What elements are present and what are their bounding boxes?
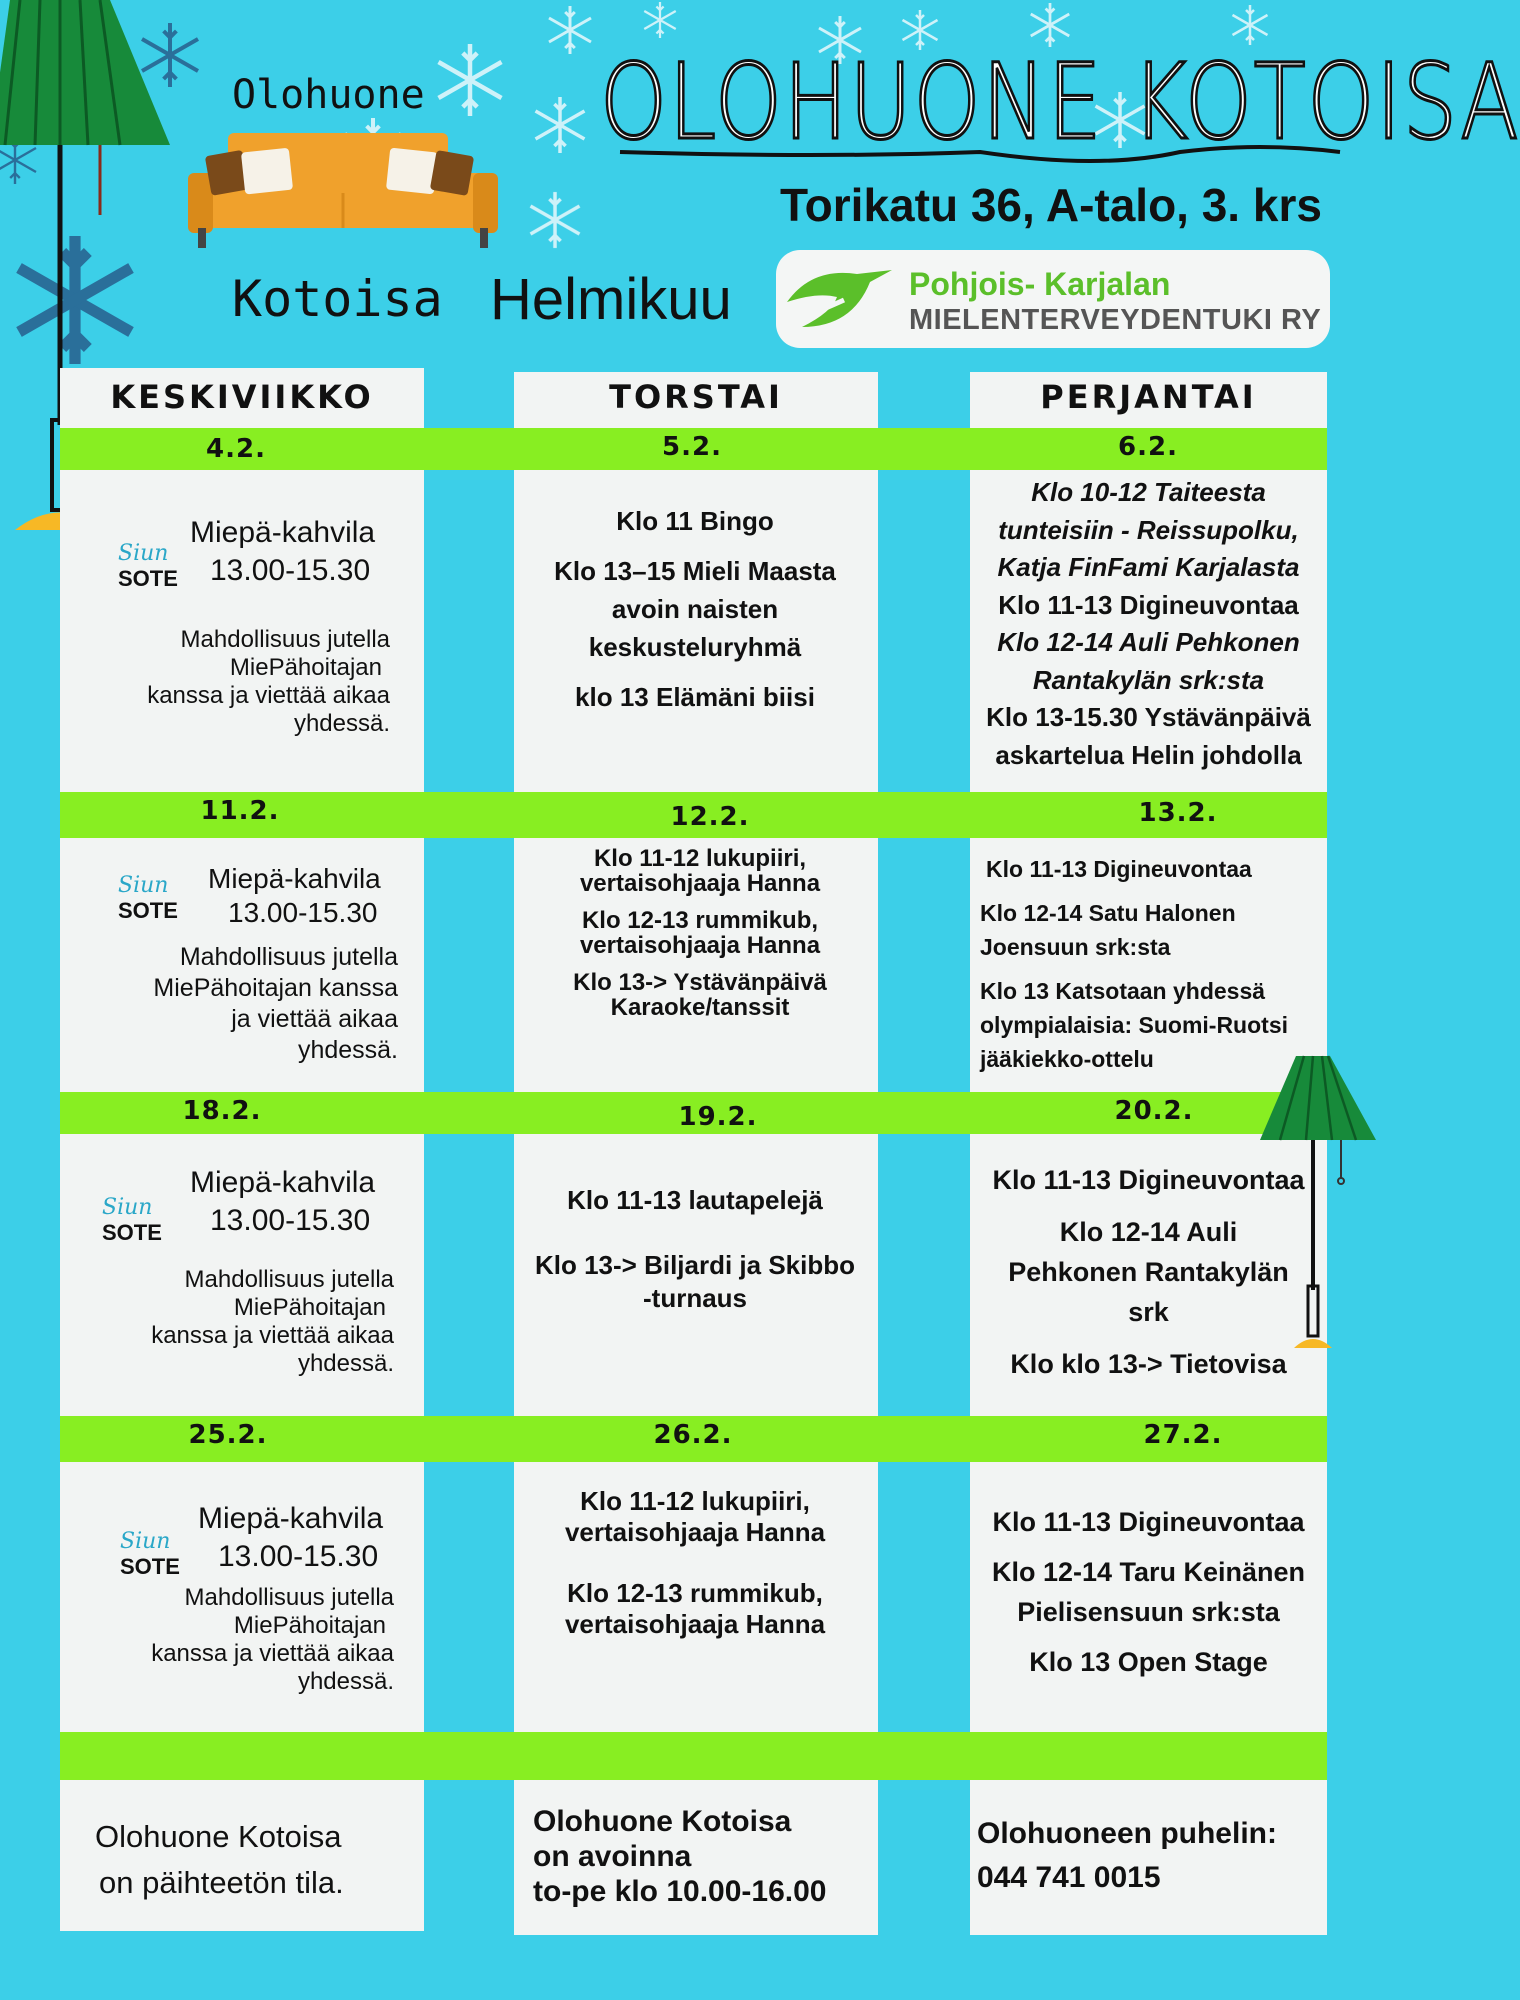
event-item: Klo 12-14 Auli Pehkonen Rantakylän srk:sta <box>997 627 1300 695</box>
miepa-cafe-block <box>208 862 418 930</box>
event-item: Klo 11-13 lautapelejä <box>567 1185 823 1215</box>
day-header-thursday: TORSTAI <box>609 378 783 416</box>
event-item: Klo 12-14 Taru Keinänen Pielisensuun srk:sta <box>991 1557 1306 1627</box>
snowflake-icon <box>439 44 502 116</box>
snowflake-icon <box>536 97 585 153</box>
event-item: Klo 11-13 Digineuvontaa <box>992 1165 1305 1195</box>
snowflake-icon <box>1233 5 1268 45</box>
friday-events <box>975 474 1322 774</box>
miepa-cafe-time: 13.00-15.30 <box>218 1540 379 1573</box>
page-title: OLOHUONE KOTOISA <box>600 41 1520 163</box>
miepa-cafe-block <box>190 514 400 590</box>
date-label: 13.2. <box>1138 798 1218 828</box>
thursday-events <box>560 1486 830 1640</box>
sote-logo: Siun SOTE <box>118 541 178 591</box>
date-label: 6.2. <box>1118 432 1178 462</box>
event-item: Klo 13–15 Mieli Maasta avoin naisten keskusteluryhmä <box>554 556 836 662</box>
day-header-friday: PERJANTAI <box>1040 378 1257 416</box>
floor-lamp-icon <box>1258 1054 1379 1354</box>
day-header-wednesday: KESKIVIIKKO <box>110 378 374 416</box>
thursday-events <box>530 502 860 716</box>
footer-phone: Olohuoneen puhelin: 044 741 0015 <box>977 1817 1277 1894</box>
miepa-cafe-time: 13.00-15.30 <box>228 897 378 928</box>
bird-logo-icon <box>782 262 902 337</box>
footer-opening-hours: Olohuone Kotoisa on avoinna to-pe klo 10.00-16.00 <box>533 1805 827 1908</box>
miepa-cafe-block <box>190 1164 400 1240</box>
title-underline <box>620 140 1340 180</box>
miepa-cafe-desc: Mahdollisuus jutella MiePähoitajan kanssa ja viettää aikaa yhdessä. <box>151 1266 394 1377</box>
date-label: 19.2. <box>678 1102 758 1132</box>
logo-top-text: Olohuone <box>232 72 425 118</box>
snowflake-icon <box>549 6 591 54</box>
friday-events <box>980 852 1320 1076</box>
event-item: Klo 10-12 Taiteesta tunteisiin - Reissupolku, Katja FinFami Karjalasta <box>997 477 1300 582</box>
snowflake-icon <box>531 192 580 248</box>
miepa-cafe-time: 13.00-15.30 <box>210 1204 371 1237</box>
footer-band <box>60 1732 1327 1780</box>
sote-logo: Siun SOTE <box>102 1195 162 1245</box>
event-item: Klo 11-13 Digineuvontaa <box>986 856 1252 882</box>
footer-substance-free: Olohuone Kotoisa on päihteetön tila. <box>95 1819 344 1900</box>
date-label: 18.2. <box>182 1096 262 1126</box>
miepa-cafe-desc: Mahdollisuus jutella MiePähoitajan kanssa ja viettää aikaa yhdessä. <box>147 626 390 737</box>
miepa-cafe-desc: Mahdollisuus jutella MiePähoitajan kanssa ja viettää aikaa yhdessä. <box>151 1584 394 1695</box>
month-title: Helmikuu <box>490 267 732 332</box>
thursday-events <box>550 846 850 1020</box>
org-name-line1: Pohjois- Karjalan <box>909 266 1171 302</box>
friday-events <box>975 1502 1322 1682</box>
sote-logo: Siun SOTE <box>120 1529 180 1579</box>
address: Torikatu 36, A-talo, 3. krs <box>780 179 1322 231</box>
date-label: 20.2. <box>1114 1096 1194 1126</box>
sote-logo: Siun SOTE <box>118 873 178 923</box>
miepa-cafe-title: Miepä-kahvila <box>190 1166 376 1199</box>
event-item: klo 13 Elämäni biisi <box>575 682 815 712</box>
event-item: Klo 11-12 lukupiiri, vertaisohjaaja Hanna <box>579 845 821 897</box>
column-wednesday <box>60 368 424 1931</box>
date-label: 26.2. <box>653 1420 733 1450</box>
date-label: 11.2. <box>200 796 280 826</box>
date-label: 12.2. <box>670 802 750 832</box>
event-item: Klo klo 13-> Tietovisa <box>1010 1349 1287 1379</box>
event-item: Klo 13 Open Stage <box>1029 1647 1268 1677</box>
date-label: 25.2. <box>188 1420 268 1450</box>
miepa-cafe-desc: Mahdollisuus jutella MiePähoitajan kanssa ja viettää aikaa yhdessä. <box>153 943 398 1064</box>
event-item: Klo 11 Bingo <box>616 506 774 536</box>
event-item: Klo 13-> Ystävänpäivä Karaoke/tanssit <box>573 969 827 1021</box>
org-name-line2: MIELENTERVEYDENTUKI RY <box>909 304 1322 336</box>
sofa-icon <box>188 128 508 253</box>
date-label: 5.2. <box>662 432 722 462</box>
miepa-cafe-title: Miepä-kahvila <box>208 863 381 894</box>
miepa-cafe-time: 13.00-15.30 <box>210 554 371 587</box>
miepa-cafe-title: Miepä-kahvila <box>190 516 376 549</box>
event-item: Klo 12-14 Satu Halonen Joensuun srk:sta <box>980 900 1236 960</box>
event-item: Klo 12-14 Auli Pehkonen Rantakylän srk <box>1008 1217 1289 1327</box>
event-item: Klo 11-13 Digineuvontaa <box>998 589 1299 620</box>
event-item: Klo 13 Katsotaan yhdessä olympialaisia: Suomi-Ruotsi jääkiekko-ottelu <box>980 978 1288 1072</box>
logo-bottom-text: Kotoisa <box>232 270 443 328</box>
thursday-events <box>530 1184 860 1315</box>
event-item: Klo 12-13 rummikub, vertaisohjaaja Hanna <box>579 907 821 959</box>
miepa-cafe-block <box>198 1500 408 1576</box>
event-item: Klo 11-13 Digineuvontaa <box>992 1507 1305 1537</box>
snowflake-icon <box>644 2 676 38</box>
event-item: Klo 13-15.30 Ystävänpäivä askartelua Helin johdolla <box>986 702 1311 770</box>
date-label: 4.2. <box>206 434 266 464</box>
event-item: Klo 13-> Biljardi ja Skibbo -turnaus <box>534 1250 856 1313</box>
date-label: 27.2. <box>1143 1420 1223 1450</box>
miepa-cafe-title: Miepä-kahvila <box>198 1502 384 1535</box>
event-item: Klo 11-12 lukupiiri, vertaisohjaaja Hanna <box>564 1486 826 1547</box>
event-item: Klo 12-13 rummikub, vertaisohjaaja Hanna <box>564 1578 826 1639</box>
